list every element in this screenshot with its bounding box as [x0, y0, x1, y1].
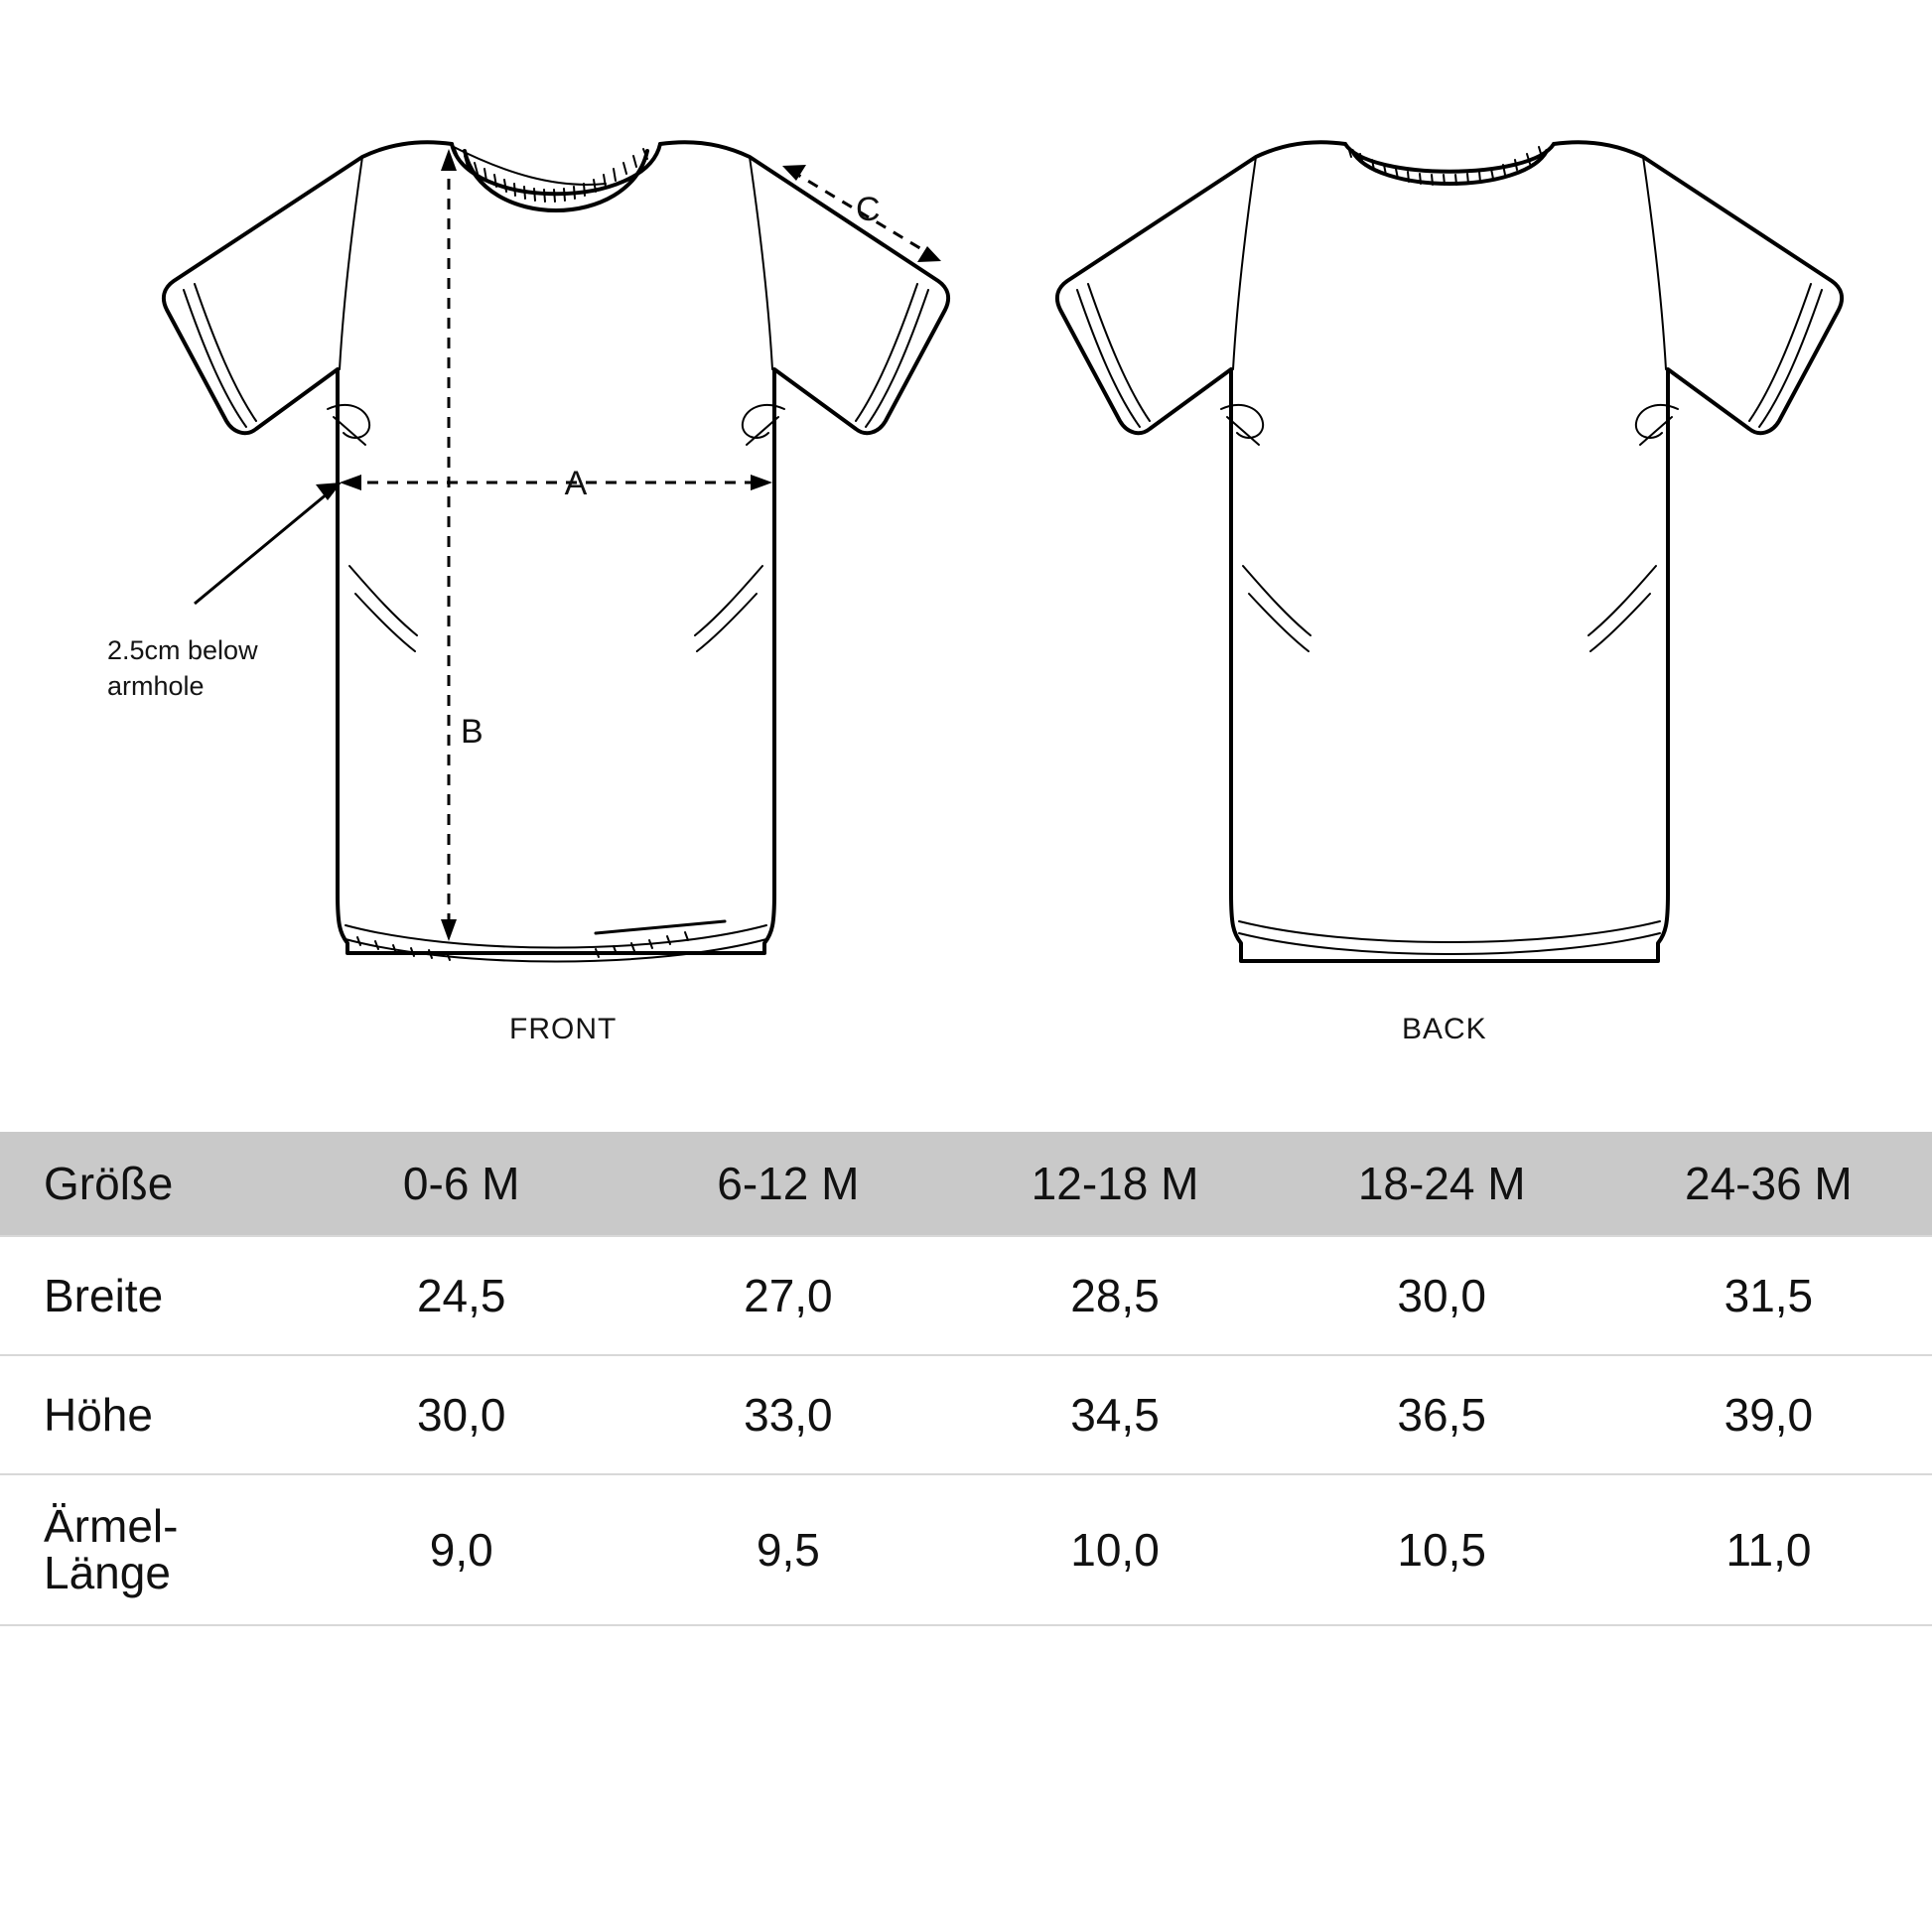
cell-hoehe-6-12m: 33,0 — [624, 1355, 951, 1474]
size-table — [0, 1132, 1932, 1626]
size-table-head — [0, 1132, 1932, 1236]
cell-hoehe-0-6m: 30,0 — [298, 1355, 624, 1474]
table-header-row — [0, 1132, 1932, 1236]
cell-breite-12-18m: 28,5 — [951, 1236, 1278, 1355]
back-shirt-group — [1057, 142, 1842, 961]
table-row — [0, 1474, 1932, 1625]
back-view-label: BACK — [1402, 1013, 1487, 1045]
row-label-aermel-laenge — [0, 1474, 298, 1625]
front-shirt-group — [164, 142, 948, 961]
row-label-line2: Länge — [44, 1547, 171, 1598]
cell-breite-6-12m: 27,0 — [624, 1236, 951, 1355]
measure-a — [340, 475, 772, 490]
cell-breite-0-6m: 24,5 — [298, 1236, 624, 1355]
column-header-24-36m: 24-36 M — [1605, 1132, 1932, 1236]
column-header-0-6m: 0-6 M — [298, 1132, 624, 1236]
front-view-label: FRONT — [509, 1013, 618, 1045]
cell-aermel-0-6m: 9,0 — [298, 1474, 624, 1625]
row-label-line1: Ärmel- — [44, 1499, 179, 1552]
note-leader-line — [195, 483, 342, 604]
table-row — [0, 1236, 1932, 1355]
column-header-size: Größe — [0, 1132, 298, 1236]
cell-aermel-18-24m: 10,5 — [1279, 1474, 1605, 1625]
measure-b — [441, 149, 457, 941]
cell-hoehe-18-24m: 36,5 — [1279, 1355, 1605, 1474]
armhole-note: 2.5cm below armhole — [107, 635, 258, 701]
size-table-body — [0, 1236, 1932, 1625]
column-header-18-24m: 18-24 M — [1279, 1132, 1605, 1236]
cell-hoehe-24-36m: 39,0 — [1605, 1355, 1932, 1474]
cell-aermel-6-12m: 9,5 — [624, 1474, 951, 1625]
cell-breite-18-24m: 30,0 — [1279, 1236, 1605, 1355]
measure-c-label: C — [856, 191, 881, 228]
measure-b-label: B — [461, 713, 483, 751]
cell-aermel-12-18m: 10,0 — [951, 1474, 1278, 1625]
size-table-container — [0, 1132, 1932, 1626]
cell-hoehe-12-18m: 34,5 — [951, 1355, 1278, 1474]
column-header-6-12m: 6-12 M — [624, 1132, 951, 1236]
measure-a-label: A — [564, 465, 588, 502]
row-label-hoehe: Höhe — [0, 1355, 298, 1474]
cell-aermel-24-36m: 11,0 — [1605, 1474, 1932, 1625]
table-row — [0, 1355, 1932, 1474]
cell-breite-24-36m: 31,5 — [1605, 1236, 1932, 1355]
column-header-12-18m: 12-18 M — [951, 1132, 1278, 1236]
row-label-breite: Breite — [0, 1236, 298, 1355]
